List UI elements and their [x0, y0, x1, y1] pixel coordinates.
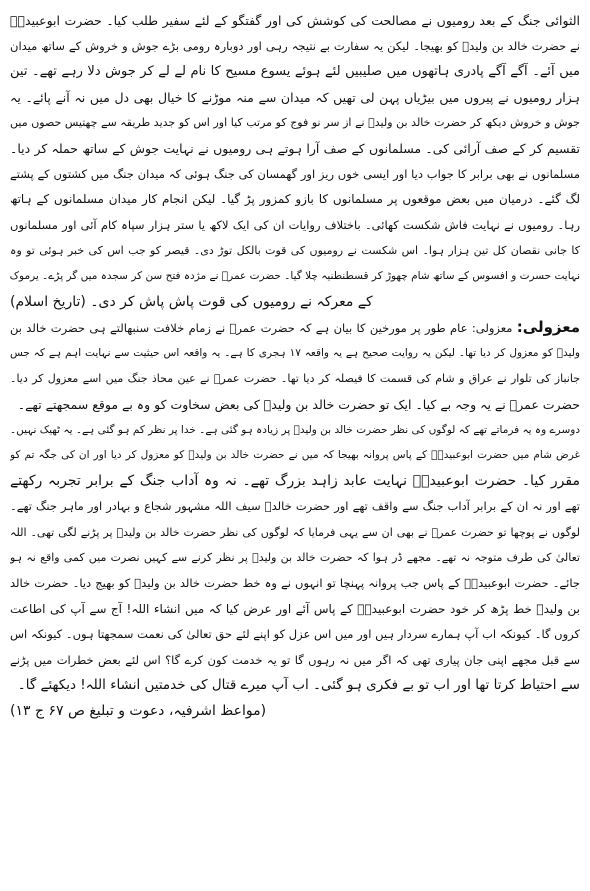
text-line-21: لوگوں نے پوچھا تو حضرت عمرؓ نے بھی ان سے یہی فرمایا کہ لوگوں کی نظر حضرت خالد بن ولیدؓ پر پڑنے لگی تھی۔ اللہ [10, 525, 580, 539]
text-line-3: میں آئے۔ آگے آگے پادری ہاتھوں میں صلیبیں لئے ہوئے یسوع مسیح کا نام لے لے کر جوش دلا رہے تھے۔ تین [10, 64, 580, 80]
text-line-18: غرض شام میں حضرت ابوعبیدہؓ کے پاس پروانہ بھیجا کہ میں نے حضرت خالد بن ولیدؓ کو معزول کر دیا اور ان کی جگہ تم کو [10, 449, 580, 462]
text-line-8: لگ گئے۔ درمیان میں بعض موقعوں پر مسلمانوں کا بازو کمزور پڑ گیا۔ لیکن انجام کار میدان مسلمانوں کے ہاتھ [10, 192, 580, 207]
history-citation: (تاریخ اسلام) [10, 293, 86, 310]
text-line-2: نے حضرت خالد بن ولیدؓ کو بھیجا۔ لیکن یہ سفارت بے نتیجہ رہی اور دوبارہ رومی بڑے جوش و خروش کے ساتھ میدان [10, 38, 580, 53]
text-line-11: نہایت حسرت و افسوس کے ساتھ شام چھوڑ کر قسطنطنیہ چلا گیا۔ حضرت عمرؓ نے مژدہ فتح سن کر سجدہ میں گر پڑے۔ یرموک [10, 269, 580, 282]
text-line-24: بن ولیدؓ خط پڑھ کر خود حضرت ابوعبیدہؓ کے پاس آئے اور عرض کیا کہ میں انشاء اللہ! آج سے آپ کی اطاعت [10, 601, 580, 616]
text-line-7: مسلمانوں نے بھی برابر کا جواب دیا اور ایسی خوں ریز اور گھمسان کی جنگ ہوئی کہ میدان جنگ میں کشتوں کے پشتے [10, 166, 580, 181]
text-line-13 [10, 315, 580, 341]
text-line-4: ہزار رومیوں نے پیروں میں بیڑیاں پہن لی تھیں کہ میدان سے منہ موڑنے کا خیال بھی دل میں نہ آنے پائے۔ یہ [10, 89, 580, 105]
text-line-23: جائے۔ حضرت ابوعبیدہؓ کے پاس جب پروانہ پہنچا تو انہوں نے وہ خط حضرت خالد بن ولیدؓ کو بھیج دیا۔ حضرت خالد [10, 576, 580, 591]
text-line-22: تعالیٰ کی طرف متوجہ نہ تھے۔ مجھے ڈر ہوا کہ حضرت خالد بن ولیدؓ پر نظر کرنے سے کہیں نصرت میں کمی واقع نہ ہو [10, 551, 580, 565]
text-line-6: تقسیم کر کے صف آرائی کی۔ مسلمانوں کے صف آرا ہوتے ہی رومیوں نے نہایت جوش کے ساتھ حملہ کر دیا۔ [10, 140, 580, 156]
text-line-12-body: کے معرکہ نے رومیوں کی قوت پاش پاش کر دی۔ [90, 293, 373, 310]
text-line-27: سے احتیاط کرتا تھا اور اب تو بے فکری ہو گئی۔ اب آپ میرے قتال کی خدمتیں انشاء اللہ! دیکھئے گا۔ [17, 677, 580, 694]
footer-citation-line [10, 699, 580, 725]
text-line-14: ولیدؓ کو معزول کر دیا تھا۔ لیکن یہ روایت صحیح ہے یہ واقعہ ۱۷ ہجری کا ہے۔ یہ واقعہ اس حیثیت سے نہایت اہم ہے کہ جس [10, 346, 580, 359]
text-line-1: الثوائی جنگ کے بعد رومیوں نے مصالحت کی کوشش کی اور گفتگو کے لئے سفیر طلب کیا۔ حضرت ابوعبیدہؓ [10, 13, 580, 28]
text-line-15: جانباز کی تلوار نے عراق و شام کی قسمت کا فیصلہ کر دیا تھا۔ حضرت عمرؓ نے عین محاذ جنگ میں اسے معزول کر دیا۔ [10, 372, 580, 386]
text-line-25: کروں گا۔ کیونکہ اب آپ ہمارے سردار ہیں اور میں اس عزل کو اپنے لئے حق تعالیٰ کی نعمت سمجھتا ہوں۔ کیونکہ اس [10, 627, 580, 642]
text-line-10: کا جانی نقصان کل تین ہزار ہوا۔ اس شکست نے رومیوں کی قوت بالکل توڑ دی۔ قیصر کو جب اس کی خبر ہوئی تو وہ [10, 244, 580, 258]
text-line-13-body: معزولی: عام طور پر مورخین کا بیان ہے کہ حضرت عمرؓ نے زمام خلافت سنبھالتے ہی حضرت خالد بن [10, 321, 513, 336]
text-line-17: دوسرے وہ یہ فرماتے تھے کہ لوگوں کی نظر حضرت خالد بن ولیدؓ پر زیادہ ہو گئی ہے۔ خدا پر نظر کم ہو گئی ہے۔ یہ ٹھیک نہیں۔ [10, 423, 580, 436]
text-line-20: تھے اور نہ ان کے برابر آداب جنگ سے واقف تھے اور حضرت خالدؓ سیف اللہ مشہور شجاع و بہادر اور ماہر جنگ تھے۔ [10, 499, 580, 514]
text-line-16: حضرت عمرؓ نے یہ وجہ بے کیا۔ ایک تو حضرت خالد بن ولیدؓ کی بعض سخاوت کو وہ بے موقع سمجھتے تھے۔ [17, 396, 580, 412]
text-line-19: مقرر کیا۔ حضرت ابوعبیدہؓ نہایت عابد زاہد بزرگ تھے۔ نہ وہ آداب جنگ کے برابر تجربہ رکھتے [10, 472, 580, 489]
text-line-26: سے قبل مجھے اپنی جان پیاری تھی کہ اگر میں نہ رہوں گا تو یہ خدمت کون کرے گا؟ اس لئے بعض خطرات میں پڑنے [10, 652, 580, 667]
text-line-9: رہا۔ رومیوں نے نہایت فاش شکست کھائی۔ باختلاف روایات ان کی ایک لاکھ یا ستر ہزار سپاہ کام آئی اور مسلمانوں [10, 217, 580, 232]
text-line-5: جوش و خروش دیکھ کر حضرت خالد بن ولیدؓ نے از سر نو فوج کو مرتب کیا اور اس کو جدید طریقہ سے چھتیس حصوں میں [10, 116, 580, 130]
footer-citation: (مواعظ اشرفیہ، دعوت و تبلیغ ص ۶۷ ج ۱۳) [10, 703, 267, 720]
section-heading: معزولی: [516, 318, 580, 337]
text-line-12 [10, 290, 580, 316]
